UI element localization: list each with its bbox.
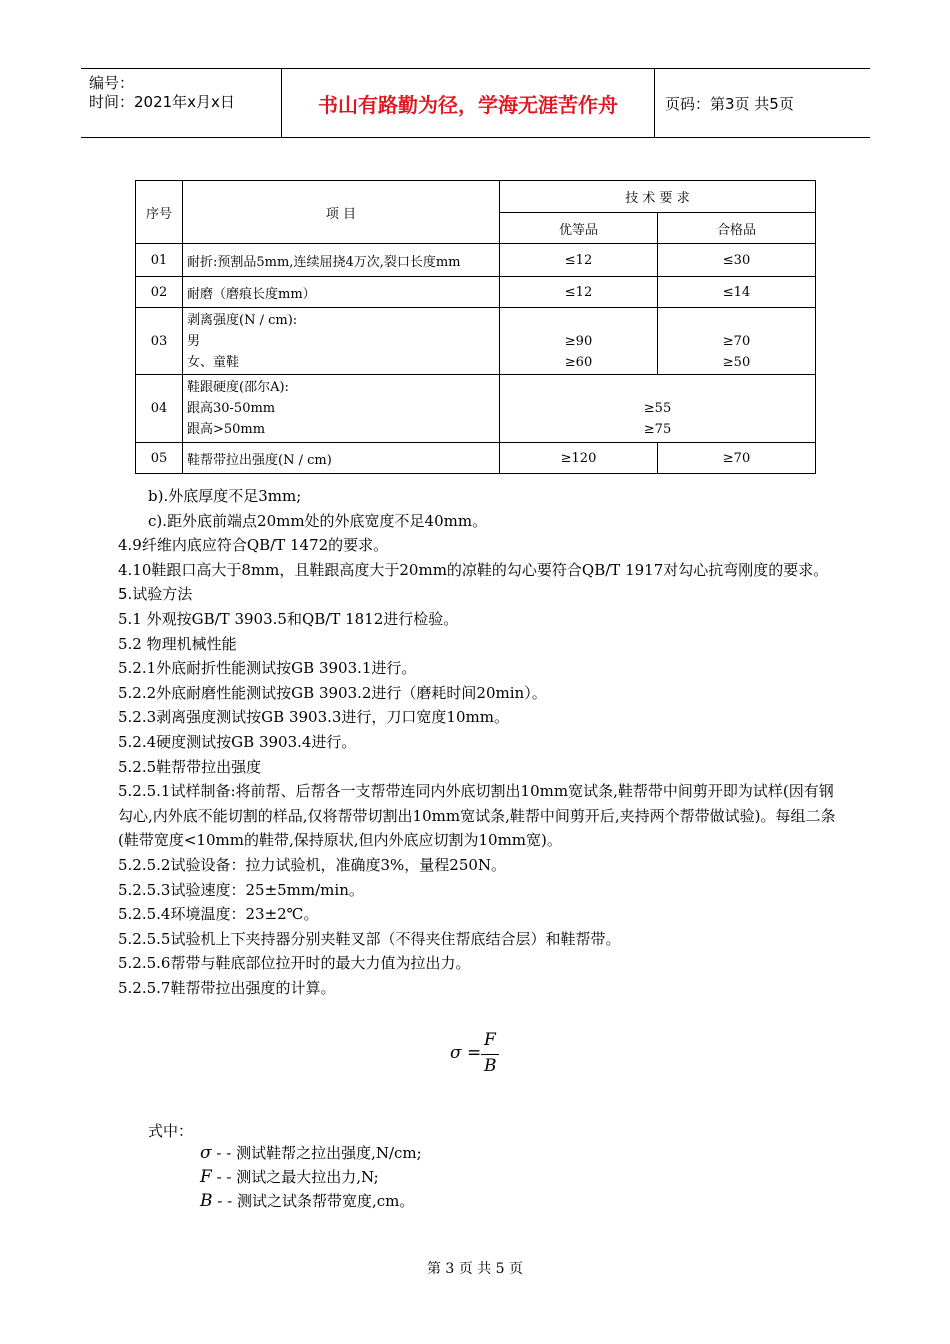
legend-text: - - 测试鞋帮之拉出强度,N/cm; [216, 1144, 422, 1162]
item-line: 鞋跟硬度(邵尔A): [187, 380, 289, 395]
row-no: 02 [136, 277, 183, 308]
row-item: 鞋帮带拉出强度(N / cm) [183, 443, 500, 474]
row-premium: ≤12 [500, 244, 658, 277]
legend-symbol: F [200, 1167, 212, 1187]
paragraph: 5.2.5.3试验速度：25±5mm/min。 [118, 880, 364, 899]
value-line: ≥70 [722, 333, 751, 349]
paragraph: b).外底厚度不足3mm; [148, 487, 302, 505]
legend-symbol: B [200, 1191, 213, 1211]
table-row [136, 277, 816, 308]
paragraph: 4.9纤维内底应符合QB/T 1472的要求。 [118, 536, 389, 555]
value-line: ≥75 [643, 422, 672, 437]
row-qualified [658, 308, 816, 375]
header-meta [81, 69, 282, 137]
table-row [136, 375, 816, 443]
paragraph: 5.2.5.4环境温度：23±2℃。 [118, 905, 319, 924]
row-no: 05 [136, 443, 183, 474]
item-line: 剥离强度(N / cm): [187, 312, 298, 328]
table-header-row [136, 181, 816, 213]
row-qualified: ≤14 [658, 277, 816, 308]
item-line: 女、童鞋 [187, 354, 240, 370]
paragraph: 5.1 外观按GB/T 3903.5和QB/T 1812进行检验。 [118, 609, 459, 628]
col-qualified-header: 合格品 [658, 213, 816, 244]
paragraph: 5.2.4硬度测试按GB 3903.4进行。 [118, 732, 357, 751]
value-line: ≥60 [564, 354, 593, 370]
section-heading: 5.试验方法 [118, 585, 193, 604]
legend-item [200, 1142, 422, 1163]
paragraph: c).距外底前端点20mm处的外底宽度不足40mm。 [148, 511, 488, 530]
paragraph: 4.10鞋跟口高大于8mm，且鞋跟高度大于20mm的凉鞋的勾心要符合QB/T 1917对勾心抗弯刚度的要求。 [118, 560, 829, 579]
paragraph: 5.2.5鞋帮带拉出强度 [118, 757, 262, 776]
row-premium: ≥120 [500, 443, 658, 474]
doc-number-label: 编号： [89, 74, 135, 92]
date-label: 时间：2021年x月x日 [89, 93, 235, 111]
body-text [118, 484, 848, 1000]
table-row [136, 244, 816, 277]
paragraph: 5.2 物理机械性能 [118, 634, 237, 653]
legend-item [200, 1190, 414, 1211]
header-motto: 书山有路勤为径，学海无涯苦作舟 [282, 69, 655, 137]
paragraph: 5.2.5.6帮带与鞋底部位拉开时的最大力值为拉出力。 [118, 954, 471, 973]
item-line: 跟高>50mm [187, 422, 266, 437]
legend-item [200, 1166, 379, 1187]
item-line: 男 [187, 333, 201, 349]
col-item-header: 项 目 [183, 181, 500, 244]
col-req-header: 技 术 要 求 [500, 181, 816, 213]
value-line: ≥50 [722, 354, 751, 370]
formula-denominator: B [484, 1056, 497, 1076]
row-no: 04 [136, 375, 183, 443]
legend-intro: 式中： [148, 1122, 194, 1140]
row-item [183, 375, 500, 443]
paragraph: 5.2.5.5试验机上下夹持器分别夹鞋叉部（不得夹住帮底结合层）和鞋帮带。 [118, 929, 621, 948]
row-merged-requirement [500, 375, 816, 443]
row-item [183, 308, 500, 375]
paragraph: 5.2.1外底耐折性能测试按GB 3903.1进行。 [118, 659, 417, 678]
row-no: 01 [136, 244, 183, 277]
item-line: 跟高30-50mm [187, 401, 276, 416]
formula-numerator: F [484, 1030, 496, 1050]
header-page-label: 页码：第3页 共5页 [665, 94, 794, 113]
legend-text: - - 测试之试条帮带宽度,cm。 [217, 1192, 415, 1210]
formula-sigma: σ = [450, 1043, 482, 1063]
value-line: ≥90 [564, 333, 593, 349]
col-premium-header: 优等品 [500, 213, 658, 244]
paragraph: 5.2.5.2试验设备：拉力试验机，准确度3%，量程250N。 [118, 855, 507, 874]
row-premium: ≤12 [500, 277, 658, 308]
row-no: 03 [136, 308, 183, 375]
spec-table [135, 180, 816, 474]
row-item: 耐折:预割品5mm,连续屈挠4万次,裂口长度mm [183, 244, 500, 277]
fraction-bar [481, 1054, 499, 1055]
table-row [136, 443, 816, 474]
paragraph: 5.2.2外底耐磨性能测试按GB 3903.2进行（磨耗时间20min）。 [118, 683, 547, 702]
paragraph: 5.2.5.1试样制备:将前帮、后帮各一支帮带连同内外底切割出10mm宽试条,鞋帮带中间剪开即为试样(因有钢勾心,内外底不能切割的样品,仅将帮带切割出10mm宽试条,鞋帮中间剪开后,夹持两个帮带做试验)。每组二条(鞋带宽度<10mm的鞋带,保持原状,但内外底应切割为10mm宽)。 [118, 782, 836, 850]
row-premium [500, 308, 658, 375]
strength-formula [450, 1030, 510, 1078]
paragraph: 5.2.3剥离强度测试按GB 3903.3进行，刀口宽度10mm。 [118, 708, 509, 727]
col-seq-header: 序号 [136, 181, 183, 244]
value-line [504, 310, 653, 331]
row-qualified: ≥70 [658, 443, 816, 474]
value-line: ≥55 [643, 401, 672, 416]
row-item: 耐磨（磨痕长度mm） [183, 277, 500, 308]
value-line [662, 310, 811, 331]
page-header [81, 68, 870, 138]
paragraph: 5.2.5.7鞋帮带拉出强度的计算。 [118, 978, 336, 997]
row-qualified: ≤30 [658, 244, 816, 277]
legend-text: - - 测试之最大拉出力,N; [216, 1168, 379, 1186]
page-footer: 第 3 页 共 5 页 [426, 1261, 524, 1277]
legend-symbol: σ [200, 1143, 212, 1163]
value-line [504, 377, 811, 398]
table-row [136, 308, 816, 375]
